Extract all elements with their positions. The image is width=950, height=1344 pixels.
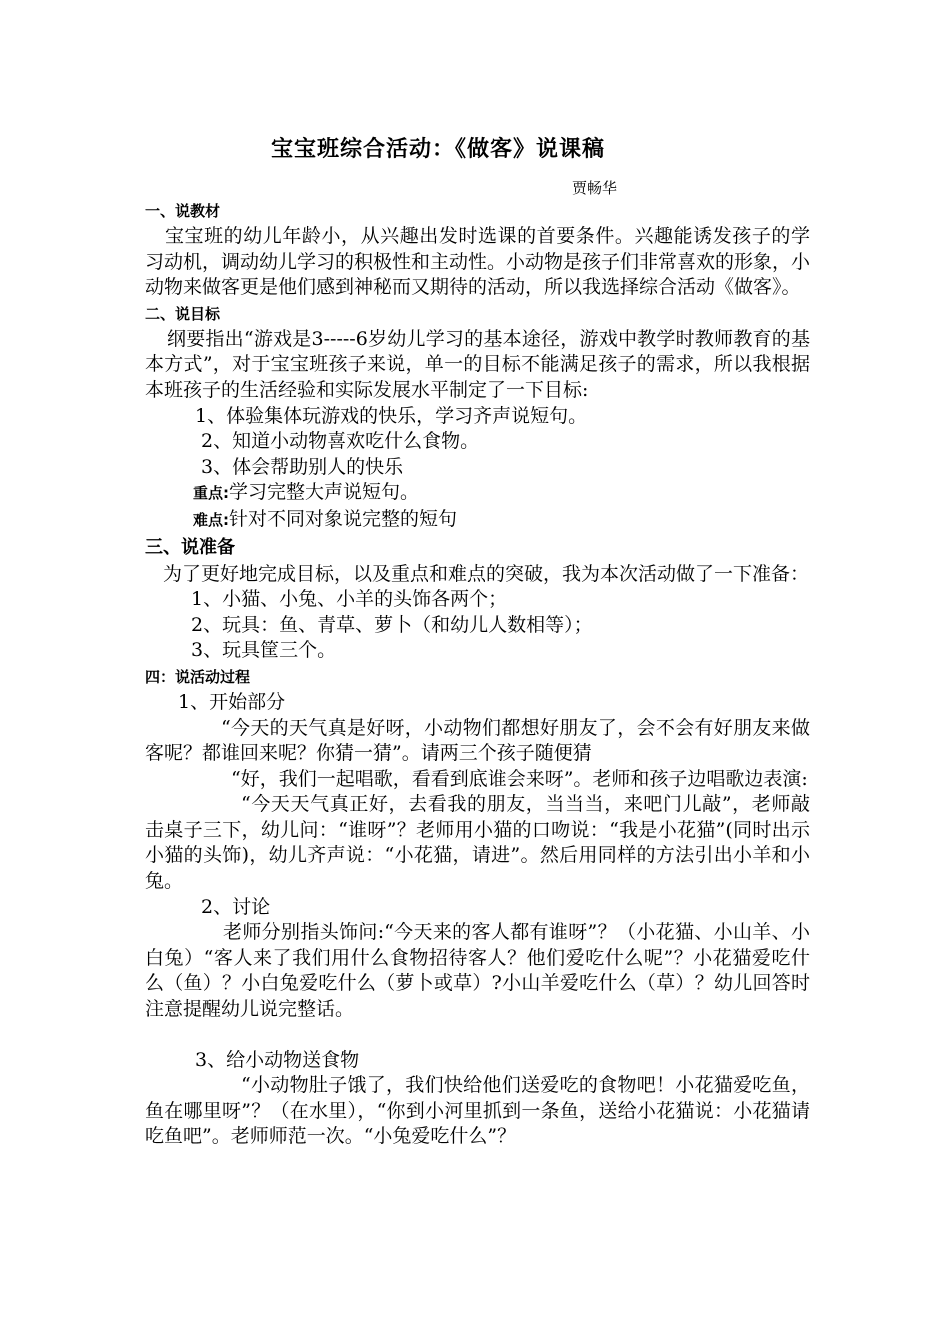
process-part-1-title: 1、开始部分 (178, 690, 286, 713)
difficulty-label: 难点: (193, 510, 229, 529)
paragraph-goals: 纲要指出“游戏是3-----6岁幼儿学习的基本途径，游戏中教学时教师教育的基本方式”，对于宝宝班孩子来说，单一的目标不能满足孩子的需求，所以我根据本班孩子的生活经验和实际发展水平制定了一下目标: (145, 327, 810, 401)
prep-item-1: 1、小猫、小兔、小羊的头饰各两个； (191, 588, 508, 611)
section-heading-process: 四：说活动过程 (145, 667, 251, 686)
document-title: 宝宝班综合活动：《做客》说课稿 (270, 137, 605, 162)
process-part-3-paragraph: “小动物肚子饿了，我们快给他们送爱吃的食物吧！小花猫爱吃鱼，鱼在哪里呀”？（在水里），“你到小河里抓到一条鱼，送给小花猫说：小花猫请吃鱼吧”。老师师范一次。“小兔爱吃什么”？ (145, 1074, 810, 1148)
key-point-text: 学习完整大声说短句。 (229, 481, 420, 504)
section-heading-preparation: 三、说准备 (145, 536, 235, 558)
key-point-line (145, 480, 810, 507)
section-heading-materials: 一、说教材 (145, 202, 221, 220)
process-part-2-paragraph: 老师分别指头饰问:“今天来的客人都有谁呀”？（小花猫、小山羊、小白兔）“客人来了我们用什么食物招待客人？他们爱吃什么呢”？小花猫爱吃什么（鱼）？小白兔爱吃什么（萝卜或草）?小山羊爱吃什么（草）？幼儿回答时注意提醒幼儿说完整话。 (145, 921, 810, 1021)
process-part-1-paragraph-3: “今天天气真正好，去看我的朋友，当当当，来吧门儿敲”，老师敲击桌子三下，幼儿问：“谁呀”？老师用小猫的口吻说：“我是小花猫”(同时出示小猫的头饰)，幼儿齐声说：“小花猫，请进”。然后用同样的方法引出小羊和小兔。 (145, 793, 810, 893)
prep-item-3: 3、玩具筐三个。 (191, 639, 337, 662)
key-point-label: 重点: (193, 484, 229, 503)
section-heading-goals: 二、说目标 (145, 304, 221, 323)
goal-item-1: 1、体验集体玩游戏的快乐，学习齐声说短句。 (195, 404, 588, 427)
process-part-1-paragraph-1: “今天的天气真是好呀，小动物们都想好朋友了，会不会有好朋友来做客呢？都谁回来呢？你猜一猜”。请两三个孩子随便猜 (145, 716, 810, 765)
difficulty-line (145, 507, 810, 534)
paragraph-preparation: 为了更好地完成目标，以及重点和难点的突破，我为本次活动做了一下准备： (163, 562, 810, 585)
process-part-1-paragraph-2: “好，我们一起唱歌，看看到底谁会来呀”。老师和孩子边唱歌边表演: (231, 767, 808, 790)
process-part-3-title: 3、给小动物送食物 (195, 1048, 360, 1071)
goal-item-2: 2、知道小动物喜欢吃什么食物。 (201, 430, 480, 453)
blank-line (145, 1023, 810, 1048)
goal-item-3: 3、体会帮助别人的快乐 (201, 455, 404, 478)
process-part-2-title: 2、讨论 (201, 895, 271, 918)
author-name: 贾畅华 (572, 179, 618, 197)
document-body (145, 198, 810, 1150)
paragraph-materials: 宝宝班的幼儿年龄小，从兴趣出发时选课的首要条件。兴趣能诱发孩子的学习动机，调动幼儿学习的积极性和主动性。小动物是孩子们非常喜欢的形象，小动物来做客更是他们感到神秘而又期待的活动，所以我选择综合活动《做客》。 (145, 225, 811, 299)
prep-item-2: 2、玩具：鱼、青草、萝卜（和幼儿人数相等）； (191, 613, 593, 636)
difficulty-text: 针对不同对象说完整的短句 (229, 507, 458, 530)
